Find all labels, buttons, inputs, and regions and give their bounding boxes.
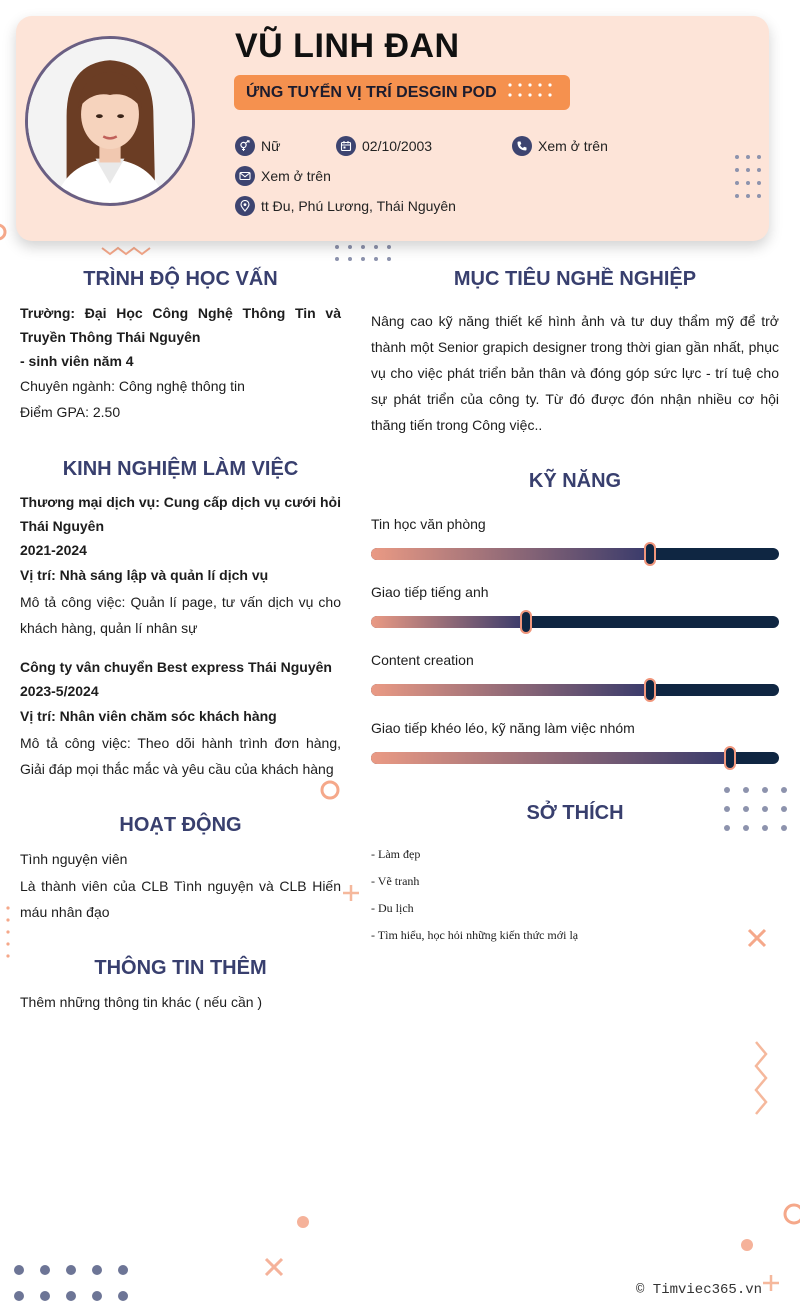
activities-title: HOẠT ĐỘNG [119,814,242,836]
info-gender [235,136,280,156]
skill-1-label: Tin học văn phòng [371,516,486,532]
skill-1-bar [371,548,779,560]
education-gpa: Điểm GPA: 2.50 [20,404,121,420]
deco-dots-left-vertical [4,904,12,964]
gender-value: Nữ [261,138,281,154]
deco-dots-position [506,81,556,101]
deco-x-bottom [263,1256,285,1278]
skill-2-knob [520,610,532,634]
skill-4-fill [371,752,730,764]
hobby-item: - Vẽ tranh [371,874,420,888]
hobby-item: - Tìm hiểu, học hỏi những kiến thức mới lạ [371,928,579,942]
job-1-period: 2021-2024 [20,542,87,558]
deco-dots-bottom-left [10,1260,134,1306]
skill-1-fill [371,548,650,560]
objective-title: MỤC TIÊU NGHỀ NGHIỆP [453,268,697,290]
email-icon [235,166,255,186]
skill-2-label: Giao tiếp tiếng anh [371,584,489,600]
position-bar [234,75,570,110]
calendar-icon [336,136,356,156]
skill-3-knob [644,678,656,702]
info-email [235,166,331,186]
skill-1-knob [644,542,656,566]
deco-plus-mid [342,884,360,902]
skill-3-fill [371,684,650,696]
location-pin-icon [235,196,255,216]
job-1-company: Thương mại dịch vụ: Cung cấp dịch vụ cưới hỏi Thái Nguyên [20,494,341,534]
education-school: Trường: Đại Học Công Nghệ Thông Tin và Truyền Thông Thái Nguyên [20,305,341,345]
activity-desc: Là thành viên của CLB Tình nguyện và CLB Hiến máu nhân đạo [20,878,341,920]
skills-title: KỸ NĂNG [528,470,622,492]
skill-2-fill [371,616,526,628]
extra-info-title: THÔNG TIN THÊM [94,957,267,979]
email-value: Xem ở trên [261,168,331,184]
info-phone [512,136,608,156]
deco-ring-mid [319,779,343,803]
objective-text: Nâng cao kỹ năng thiết kế hình ảnh và tư duy thẩm mỹ để trở thành một Senior grapich designer trong thời gian gần nhất, phục vụ cho việc phát triển bản thân và đóng góp sức lực - trí tuệ cho sự phát triển của công ty. Từ đó được đón nhận nhiều cơ hội thăng tiến trong Công việc.. [371,313,779,433]
activity-name: Tình nguyện viên [20,851,128,867]
education-year: - sinh viên năm 4 [20,353,134,369]
birthday-value: 02/10/2003 [362,138,433,154]
deco-dot-2 [740,1238,754,1252]
candidate-name: VŨ LINH ĐAN [235,27,460,65]
address-value: tt Đu, Phú Lương, Thái Nguyên [261,198,456,214]
job-1-desc: Mô tả công việc: Quản lí page, tư vấn dịch vụ cho khách hàng, quản lí nhân sự [20,594,341,636]
info-birthday [336,136,432,156]
skill-2-bar [371,616,779,628]
hobby-item: - Du lịch [371,901,414,915]
hobbies-title: SỞ THÍCH [526,802,624,824]
skill-4-bar [371,752,779,764]
education-title: TRÌNH ĐỘ HỌC VẤN [83,268,278,290]
deco-zigzag-top [100,244,156,256]
position-title: ỨNG TUYỂN VỊ TRÍ DESGIN POD [246,84,497,101]
deco-plus-bottom [762,1274,780,1292]
extra-info-text: Thêm những thông tin khác ( nếu cần ) [20,994,263,1010]
job-2-period: 2023-5/2024 [20,683,99,699]
experience-title: KINH NGHIỆM LÀM VIỆC [62,458,299,480]
skill-3-bar [371,684,779,696]
info-address [235,196,456,216]
deco-ring-left [0,220,14,244]
skill-4-label: Giao tiếp khéo léo, kỹ năng làm việc nhóm [371,720,635,736]
phone-icon [512,136,532,156]
job-2-desc: Mô tả công việc: Theo dõi hành trình đơn hàng, Giải đáp mọi thắc mắc và yêu cầu của khách hàng [20,735,341,777]
job-2-role: Vị trí: Nhân viên chăm sóc khách hàng [20,708,277,724]
job-2-company: Công ty vân chuyển Best express Thái Nguyên [20,659,332,675]
deco-dot-1 [296,1215,310,1229]
avatar [25,36,195,206]
skill-3-label: Content creation [371,652,474,668]
gender-icon [235,136,255,156]
deco-ring-bottom-right [780,1200,800,1230]
deco-dots-header-right [732,152,766,210]
deco-x-right [746,927,768,949]
education-major: Chuyên ngành: Công nghệ thông tin [20,378,245,394]
skill-4-knob [724,746,736,770]
hobby-item: - Làm đẹp [371,847,421,861]
footer-watermark: © Timviec365.vn [636,1282,763,1298]
phone-value: Xem ở trên [538,138,608,154]
deco-zigzag-right [752,1040,772,1120]
job-1-role: Vị trí: Nhà sáng lập và quản lí dịch vụ [20,567,269,583]
